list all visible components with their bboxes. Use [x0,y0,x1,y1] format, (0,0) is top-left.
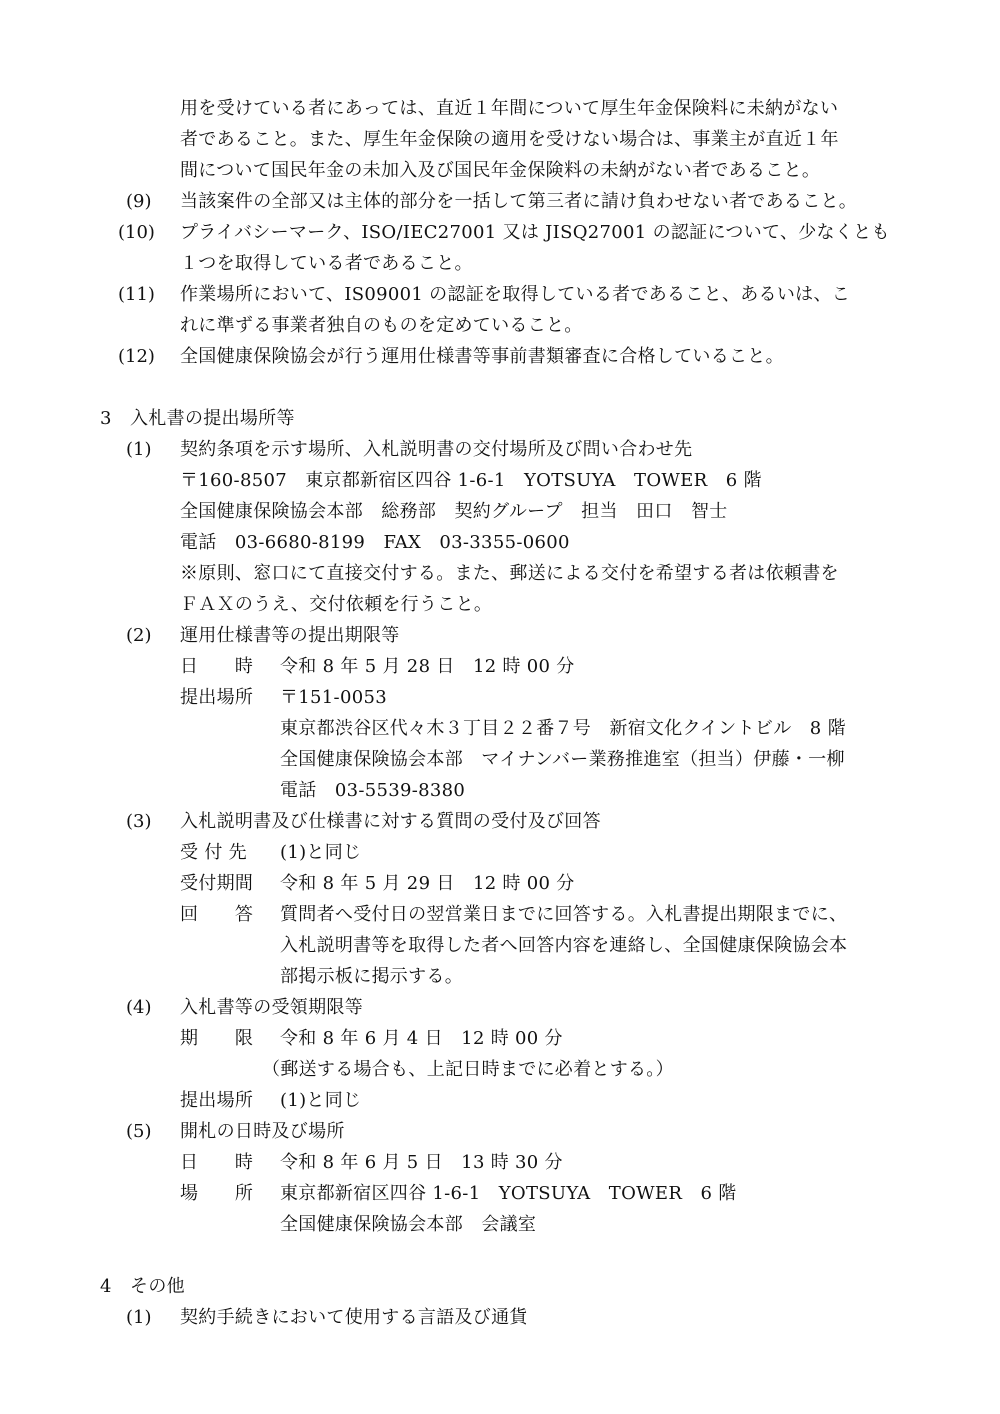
question-answer-1: 質問者へ受付日の翌営業日までに回答する。入札書提出期限までに、 [280,904,848,925]
item12-number: (12) [118,346,155,367]
section3-4-number: (4) [126,997,152,1018]
question-period-label: 受付期間 [180,873,254,894]
opening-place-value-1: 東京都新宿区四谷 1-6-1 YOTSUYA TOWER 6 階 [280,1183,737,1204]
section3-3-number: (3) [126,811,152,832]
spec-place-address: 東京都渋谷区代々木３丁目２２番７号 新宿文化クイントビル 8 階 [280,718,846,739]
bid-place-value: (1)と同じ [280,1090,362,1111]
spec-date-label: 日 時 [180,656,254,677]
contact-phone: 電話 03-6680-8199 FAX 03-3355-0600 [180,532,570,553]
item11-text-2: れに準ずる事業者独自のものを定めていること。 [180,315,583,336]
section3-4-title: 入札書等の受領期限等 [180,997,363,1018]
spec-place-label: 提出場所 [180,687,254,708]
section3-3-title: 入札説明書及び仕様書に対する質問の受付及び回答 [180,811,601,832]
bid-deadline-value: 令和 8 年 6 月 4 日 12 時 00 分 [280,1028,563,1049]
item8-line-3: 間について国民年金の未加入及び国民年金保険料の未納がない者であること。 [180,160,821,181]
opening-date-value: 令和 8 年 6 月 5 日 13 時 30 分 [280,1152,563,1173]
item8-line-1: 用を受けている者にあっては、直近１年間について厚生年金保険料に未納がない [180,98,839,119]
question-recv-label: 受 付 先 [180,842,247,863]
opening-place-label: 場 所 [180,1183,254,1204]
contact-department: 全国健康保険協会本部 総務部 契約グループ 担当 田口 智士 [180,501,728,522]
question-recv-value: (1)と同じ [280,842,362,863]
spec-place-phone: 電話 03-5539-8380 [280,780,466,801]
section3-heading: 3 入札書の提出場所等 [100,408,295,429]
question-answer-2: 入札説明書等を取得した者へ回答内容を連絡し、全国健康保険協会本 [280,935,848,956]
spec-place-department: 全国健康保険協会本部 マイナンバー業務推進室（担当）伊藤・一柳 [280,749,845,770]
section4-1-title: 契約手続きにおいて使用する言語及び通貨 [180,1307,528,1328]
section4-1-number: (1) [126,1307,152,1328]
section3-1-number: (1) [126,439,152,460]
section3-5-title: 開札の日時及び場所 [180,1121,345,1142]
bid-place-label: 提出場所 [180,1090,254,1111]
spec-date-value: 令和 8 年 5 月 28 日 12 時 00 分 [280,656,575,677]
item11-text-1: 作業場所において、IS09001 の認証を取得している者であること、あるいは、こ [180,284,851,305]
section4-heading: 4 その他 [100,1276,185,1297]
section3-2-title: 運用仕様書等の提出期限等 [180,625,400,646]
section3-2-number: (2) [126,625,152,646]
spec-place-zip: 〒151-0053 [280,687,387,708]
item9-number: (9) [126,191,152,212]
bid-deadline-label: 期 限 [180,1028,254,1049]
contact-address: 〒160-8507 東京都新宿区四谷 1-6-1 YOTSUYA TOWER 6 階 [180,470,762,491]
opening-place-value-2: 全国健康保険協会本部 会議室 [280,1214,537,1235]
opening-date-label: 日 時 [180,1152,254,1173]
item10-text-1: プライバシーマーク、ISO/IEC27001 又は JISQ27001 の認証について、少なくとも [180,222,890,243]
question-answer-3: 部掲示板に掲示する。 [280,966,463,987]
section3-5-number: (5) [126,1121,152,1142]
contact-note-1: ※原則、窓口にて直接交付する。また、郵送による交付を希望する者は依頼書を [180,563,839,584]
question-period-value: 令和 8 年 5 月 29 日 12 時 00 分 [280,873,575,894]
item11-number: (11) [118,284,155,305]
item9-text: 当該案件の全部又は主体的部分を一括して第三者に請け負わせない者であること。 [180,191,858,212]
item12-text: 全国健康保険協会が行う運用仕様書等事前書類審査に合格していること。 [180,346,784,367]
question-answer-label: 回 答 [180,904,254,925]
section3-1-title: 契約条項を示す場所、入札説明書の交付場所及び問い合わせ先 [180,439,693,460]
bid-deadline-note: （郵送する場合も、上記日時までに必着とする。） [262,1059,674,1080]
item8-line-2: 者であること。また、厚生年金保険の適用を受けない場合は、事業主が直近１年 [180,129,839,150]
contact-note-2: ＦＡＸのうえ、交付依頼を行うこと。 [180,594,493,615]
item10-number: (10) [118,222,155,243]
item10-text-2: １つを取得している者であること。 [180,253,473,274]
